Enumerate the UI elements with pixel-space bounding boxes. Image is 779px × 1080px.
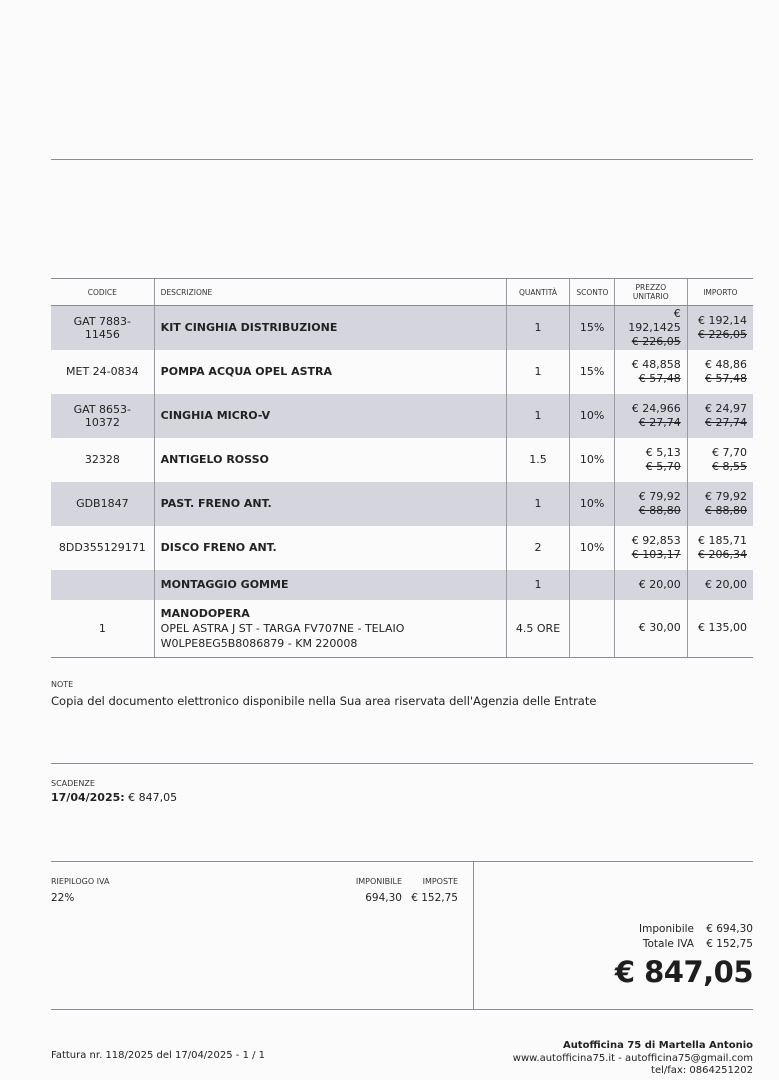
col-header-unit-price: PREZZO UNITARIO	[614, 279, 687, 306]
vat-taxable-value: 694,30	[365, 892, 402, 904]
amount-value: € 48,86	[705, 357, 747, 371]
row-discount: 10%	[570, 482, 615, 526]
unit-price-value: € 20,00	[638, 577, 681, 591]
col-header-quantity: QUANTITÀ	[506, 279, 570, 306]
row-quantity: 1	[506, 350, 570, 394]
col-header-description: DESCRIZIONE	[154, 279, 506, 306]
notes-label: NOTE	[51, 680, 74, 689]
row-amount	[687, 526, 753, 570]
amount-original: € 8,55	[712, 459, 747, 473]
unit-price-value: € 192,1425	[628, 306, 681, 334]
row-amount	[687, 570, 753, 600]
row-discount: 10%	[570, 394, 615, 438]
row-unit-price	[614, 570, 687, 600]
row-amount	[687, 482, 753, 526]
row-unit-price	[614, 306, 687, 350]
row-code: 32328	[84, 453, 120, 466]
row-quantity: 1	[506, 482, 570, 526]
due-line	[51, 791, 177, 804]
vat-rate: 22%	[51, 892, 75, 904]
items-table	[51, 278, 753, 658]
row-quantity: 1.5	[506, 438, 570, 482]
amount-value: € 7,70	[712, 445, 747, 459]
amount-value: € 79,92	[705, 489, 747, 503]
unit-price-value: € 24,966	[631, 401, 681, 415]
totals-vat-label: Totale IVA	[642, 938, 694, 950]
col-header-amount: IMPORTO	[687, 279, 753, 306]
row-unit-price	[614, 600, 687, 658]
company-contact: www.autofficina75.it - autofficina75@gmail.com	[512, 1053, 753, 1064]
summary-bottom-line	[51, 1009, 753, 1010]
notes-text: Copia del documento elettronico disponibile nella Sua area riservata dell'Agenzia delle Entrate	[51, 694, 597, 708]
totals-taxable-label: Imponibile	[639, 923, 694, 935]
table-row	[51, 482, 753, 526]
row-discount	[570, 570, 615, 600]
unit-price-value: € 79,92	[638, 489, 681, 503]
row-quantity: 1	[506, 306, 570, 350]
col-header-code: CODICE	[51, 279, 154, 306]
row-unit-price	[614, 394, 687, 438]
unit-price-value: € 30,00	[638, 621, 681, 635]
row-discount: 10%	[570, 438, 615, 482]
row-unit-price	[614, 482, 687, 526]
row-description: ANTIGELO ROSSO	[154, 438, 506, 482]
row-description	[154, 600, 506, 658]
row-description: CINGHIA MICRO-V	[154, 394, 506, 438]
row-code: 8DD355129171	[58, 541, 146, 554]
row-discount: 15%	[570, 306, 615, 350]
top-divider	[51, 159, 753, 160]
row-amount	[687, 438, 753, 482]
amount-value: € 135,00	[698, 621, 747, 635]
labour-title: MANODOPERA	[160, 606, 250, 620]
unit-price-original: € 57,48	[638, 371, 681, 385]
notes-divider	[51, 763, 753, 764]
summary-divider	[473, 861, 474, 1010]
row-amount	[687, 306, 753, 350]
due-amount: € 847,05	[128, 791, 178, 804]
row-code: 1	[51, 600, 154, 658]
amount-value: € 185,71	[698, 533, 747, 547]
labour-vehicle-line: OPEL ASTRA J ST - TARGA FV707NE - TELAIO	[160, 621, 405, 635]
row-quantity: 1	[506, 394, 570, 438]
row-unit-price	[614, 438, 687, 482]
amount-value: € 192,14	[698, 313, 747, 327]
vat-taxable-label: IMPONIBILE	[355, 877, 402, 886]
row-code: MET 24-0834	[66, 365, 139, 378]
row-discount	[570, 600, 615, 658]
unit-price-value: € 5,13	[645, 445, 681, 459]
unit-price-value: € 48,858	[631, 357, 681, 371]
row-discount: 10%	[570, 526, 615, 570]
totals-vat-value: € 152,75	[706, 938, 753, 950]
amount-original: € 226,05	[698, 327, 747, 341]
row-discount: 15%	[570, 350, 615, 394]
row-quantity: 4.5 ORE	[506, 600, 570, 658]
company-phone: tel/fax: 0864251202	[651, 1065, 753, 1076]
table-row	[51, 438, 753, 482]
table-row	[51, 570, 753, 600]
row-amount	[687, 600, 753, 658]
row-description: DISCO FRENO ANT.	[154, 526, 506, 570]
table-row	[51, 350, 753, 394]
unit-price-value: € 92,853	[631, 533, 681, 547]
table-row	[51, 526, 753, 570]
amount-original: € 57,48	[705, 371, 747, 385]
table-row	[51, 394, 753, 438]
row-description: POMPA ACQUA OPEL ASTRA	[154, 350, 506, 394]
unit-price-original: € 27,74	[638, 415, 681, 429]
row-description: KIT CINGHIA DISTRIBUZIONE	[154, 306, 506, 350]
row-code	[51, 570, 154, 600]
unit-price-original: € 103,17	[631, 547, 681, 561]
vat-tax-label: IMPOSTE	[422, 877, 458, 886]
amount-original: € 206,34	[698, 547, 747, 561]
unit-price-original: € 88,80	[638, 503, 681, 517]
row-code: GAT 8653-10372	[51, 394, 154, 438]
labour-vin-line: W0LPE8EG5B8086879 - KM 220008	[160, 636, 358, 650]
table-row	[51, 600, 753, 658]
unit-price-original: € 226,05	[631, 334, 681, 348]
unit-price-original: € 5,70	[645, 459, 681, 473]
totals-taxable-value: € 694,30	[706, 923, 753, 935]
due-label: SCADENZE	[51, 779, 95, 788]
invoice-reference: Fattura nr. 118/2025 del 17/04/2025 - 1 / 1	[51, 1050, 266, 1061]
vat-summary-label: RIEPILOGO IVA	[51, 877, 110, 886]
due-date: 17/04/2025:	[51, 791, 125, 804]
amount-value: € 24,97	[705, 401, 747, 415]
row-quantity: 1	[506, 570, 570, 600]
company-name: Autofficina 75 di Martella Antonio	[562, 1040, 753, 1051]
table-row	[51, 306, 753, 350]
row-amount	[687, 350, 753, 394]
due-divider	[51, 861, 753, 862]
amount-original: € 27,74	[705, 415, 747, 429]
row-code: GDB1847	[51, 482, 154, 526]
row-unit-price	[614, 526, 687, 570]
row-code: GAT 7883-11456	[51, 306, 154, 350]
amount-value: € 20,00	[705, 577, 747, 591]
row-description: MONTAGGIO GOMME	[154, 570, 506, 600]
row-quantity: 2	[506, 526, 570, 570]
col-header-discount: SCONTO	[570, 279, 615, 306]
row-description: PAST. FRENO ANT.	[154, 482, 506, 526]
grand-total: € 847,05	[614, 955, 753, 989]
items-header-row	[51, 279, 753, 306]
row-amount	[687, 394, 753, 438]
amount-original: € 88,80	[705, 503, 747, 517]
row-unit-price	[614, 350, 687, 394]
vat-tax-value: € 152,75	[411, 892, 458, 904]
